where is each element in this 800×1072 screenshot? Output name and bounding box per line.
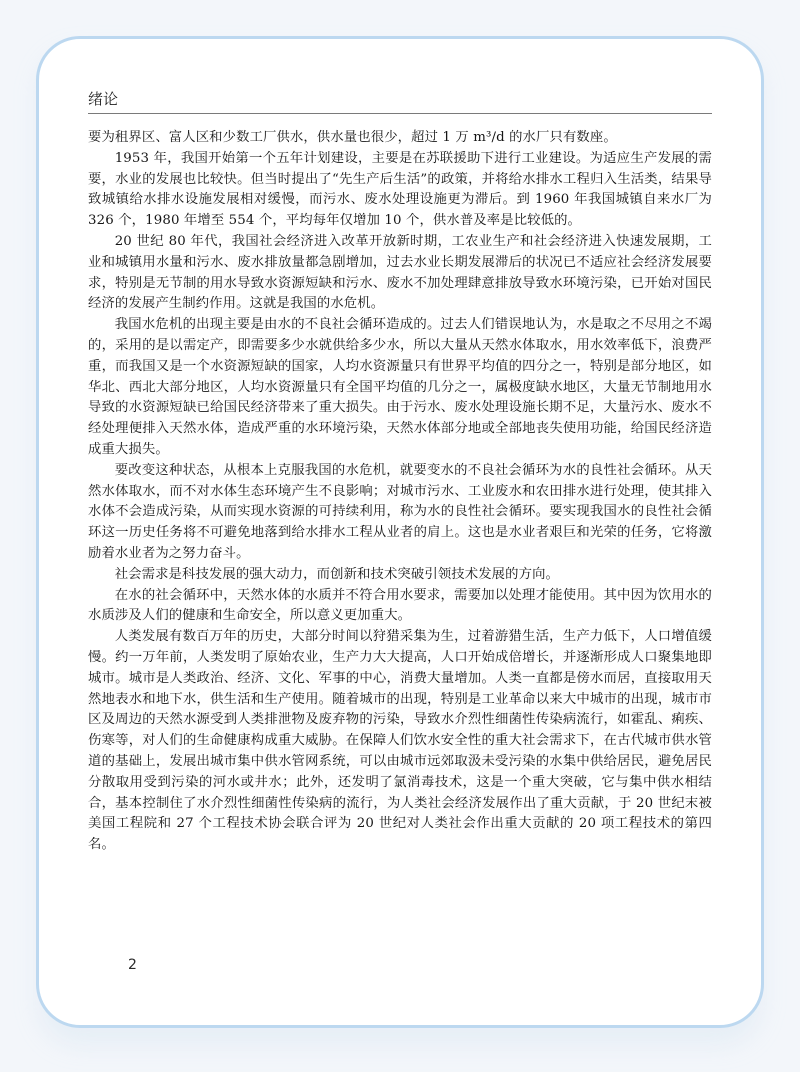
page-number: 2 [128, 957, 137, 973]
body-text [88, 128, 712, 856]
paragraph: 20 世纪 80 年代，我国社会经济进入改革开放新时期，工农业生产和社会经济进入快速发展期，工业和城镇用水量和污水、废水排放量都急剧增加，过去水业长期发展滞后的状况已不适应社会经济发展要求，特别是无节制的用水导致水资源短缺和污水、废水不加处理肆意排放导致水环境污染，已开始对国民经济的发展产生制约作用。这就是我国的水危机。 [88, 233, 712, 312]
paragraph: 要改变这种状态，从根本上克服我国的水危机，就要变水的不良社会循环为水的良性社会循环。从天然水体取水，而不对水体生态环境产生不良影响；对城市污水、工业废水和农田排水进行处理，使其排入水体不会造成污染，从而实现水资源的可持续利用，称为水的良性社会循环。要实现我国水的良性社会循环这一历史任务将不可避免地落到给水排水工程从业者的肩上。这也是水业者艰巨和光荣的任务，它将激励着水业者为之努力奋斗。 [88, 462, 712, 561]
paragraph: 在水的社会循环中，天然水体的水质并不符合用水要求，需要加以处理才能使用。其中因为饮用水的水质涉及人们的健康和生命安全，所以意义更加重大。 [88, 587, 712, 624]
running-header-title: 绪论 [88, 90, 119, 108]
paragraph: 人类发展有数百万年的历史，大部分时间以狩猎采集为生，过着游猎生活，生产力低下，人口增值缓慢。约一万年前，人类发明了原始农业，生产力大大提高，人口开始成倍增长，并逐渐形成人口聚集地即城市。城市是人类政治、经济、文化、军事的中心，消费大量增加。人类一直都是傍水而居，直接取用天然地表水和地下水，供生活和生产使用。随着城市的出现，特别是工业革命以来大中城市的出现，城市市区及周边的天然水源受到人类排泄物及废弃物的污染，导致水介烈性细菌性传染病流行，如霍乱、痢疾、伤寒等，对人们的生命健康构成重大威胁。在保障人们饮水安全性的重大社会需求下，在古代城市供水管道的基础上，发展出城市集中供水管网系统，可以由城市远郊取汲未受污染的水集中供给居民，避免居民分散取用受到污染的河水或井水；此外，还发明了氯消毒技术，这是一个重大突破，它与集中供水相结合，基本控制住了水介烈性细菌性传染病的流行，为人类社会经济发展作出了重大贡献，于 20 世纪末被美国工程院和 27 个工程技术协会联合评为 20 世纪对人类社会作出重大贡献的 20 项工程技术的第四名。 [88, 629, 712, 853]
running-header [88, 90, 712, 114]
paragraph: 社会需求是科技发展的强大动力，而创新和技术突破引领技术发展的方向。 [114, 566, 559, 582]
header-rule [88, 113, 712, 114]
paragraph: 我国水危机的出现主要是由水的不良社会循环造成的。过去人们错误地认为，水是取之不尽用之不竭的，采用的是以需定产，即需要多少水就供给多少水，所以大量从天然水体取水，用水效率低下，浪费严重，而我国又是一个水资源短缺的国家，人均水资源量只有世界平均值的四分之一，特别是部分地区，如华北、西北大部分地区，人均水资源量只有全国平均值的几分之一，属极度缺水地区，大量无节制地用水导致的水资源短缺已给国民经济带来了重大损失。由于污水、废水处理设施长期不足，大量污水、废水不经处理便排入天然水体，造成严重的水环境污染，天然水体部分地或全部地丧失使用功能，给国民经济造成重大损失。 [88, 317, 712, 457]
paragraph-continuation: 要为租界区、富人区和少数工厂供水，供水量也很少，超过 1 万 m³/d 的水厂只有数座。 [88, 130, 617, 145]
paragraph: 1953 年，我国开始第一个五年计划建设，主要是在苏联援助下进行工业建设。为适应生产发展的需要，水业的发展也比较快。但当时提出了“先生产后生活”的政策，并将给水排水工程归入生活类，结果导致城镇给水排水设施发展相对缓慢，而污水、废水处理设施更为滞后。到 1960 年我国城镇自来水厂为 326 个，1980 年增至 554 个，平均每年仅增加 10 个，供水普及率是比较低的。 [88, 150, 712, 229]
